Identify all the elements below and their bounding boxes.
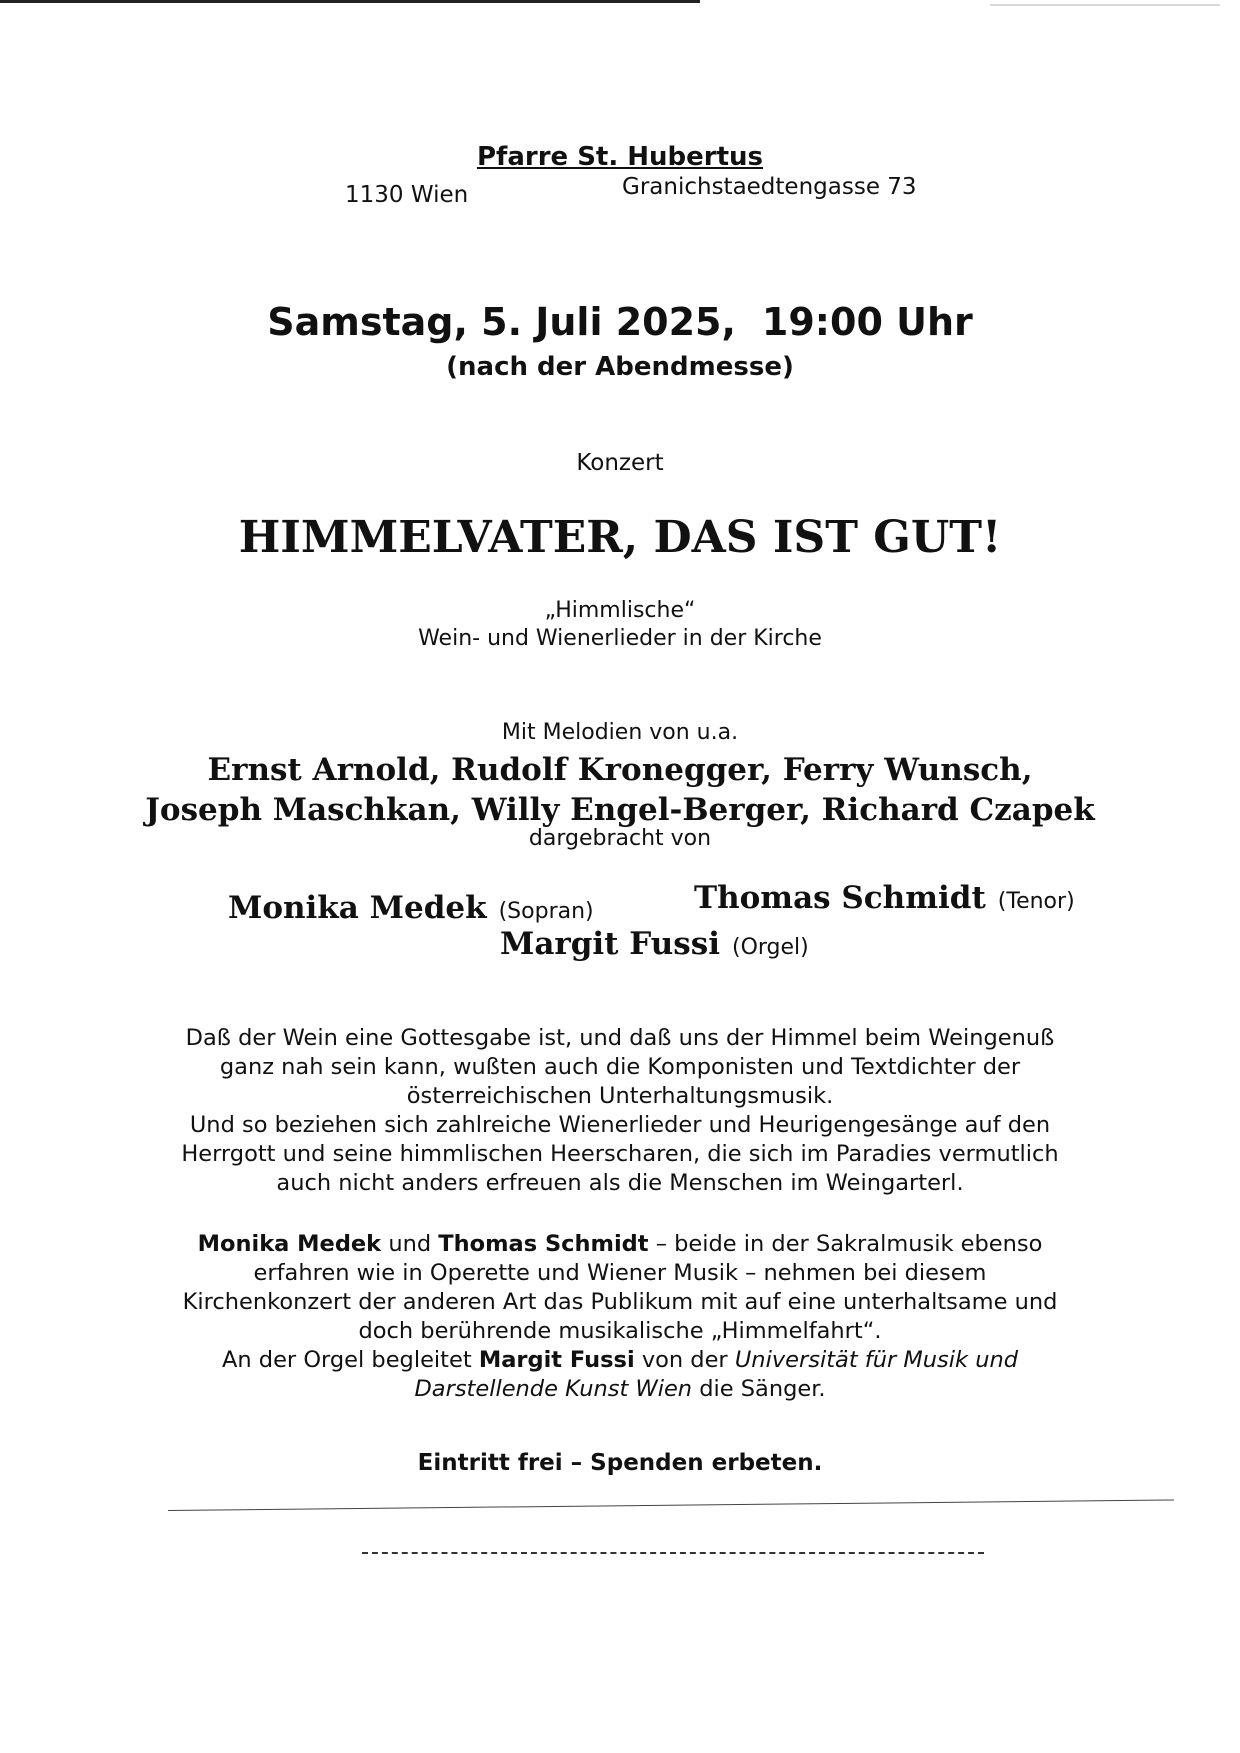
event-note: (nach der Abendmesse): [446, 352, 794, 382]
subtitle-quote: „Himmlische“: [544, 598, 696, 623]
text-line: österreichischen Unterhaltungsmusik.: [406, 1083, 834, 1109]
performer-role: (Orgel): [731, 935, 809, 960]
text-line: ganz nah sein kann, wußten auch die Komponisten und Textdichter der: [219, 1054, 1021, 1080]
event-date-time: [0, 300, 1240, 344]
singer-name: Monika Medek: [197, 1231, 382, 1257]
text-line: Herrgott und seine himmlischen Heerscharen, die sich im Paradies vermutlich: [181, 1141, 1059, 1167]
organist-name: Margit Fussi: [478, 1347, 635, 1373]
subtitle-description: Wein- und Wienerlieder in der Kirche: [418, 626, 822, 651]
text-line: Kirchenkonzert der anderen Art das Publikum mit auf eine unterhaltsame und: [182, 1289, 1058, 1315]
performer-name: Monika Medek: [228, 890, 487, 926]
scan-artifact: [990, 4, 1220, 6]
text-line: Und so beziehen sich zahlreiche Wienerlieder und Heurigengesänge auf den: [189, 1112, 1051, 1138]
composers-intro: Mit Melodien von u.a.: [501, 720, 739, 745]
event-label: Konzert: [576, 450, 664, 476]
text-line: doch berührende musikalische „Himmelfahrt“.: [358, 1318, 882, 1344]
text-line: Daß der Wein eine Gottesgabe ist, und daß uns der Himmel beim Weingenuß: [185, 1025, 1055, 1051]
performers-intro: dargebracht von: [528, 826, 712, 851]
performer-name: Thomas Schmidt: [694, 880, 986, 916]
event-date: Samstag, 5. Juli 2025,: [267, 300, 736, 344]
description-paragraph-1: [150, 1024, 1090, 1198]
text-line: auch nicht anders erfreuen als die Menschen im Weingarterl.: [276, 1170, 964, 1196]
performer-name: Margit Fussi: [500, 926, 720, 962]
performer-organ: [500, 926, 809, 962]
performer-tenor: [694, 880, 1075, 916]
divider-line: [168, 1499, 1174, 1511]
performer-soprano: [228, 890, 594, 926]
description-paragraph-2: [150, 1230, 1090, 1404]
performer-role: (Sopran): [498, 899, 594, 924]
text-line: An der Orgel begleitet Margit Fussi von der Universität für Musik und: [221, 1347, 1019, 1373]
parish-street: Granichstaedtengasse 73: [622, 174, 917, 200]
text-line: Monika Medek und Thomas Schmidt – beide in der Sakralmusik ebenso: [197, 1231, 1043, 1257]
composers-line-2: Joseph Maschkan, Willy Engel-Berger, Richard Czapek: [145, 792, 1095, 828]
university-name: Darstellende Kunst Wien: [414, 1376, 693, 1402]
singer-name: Thomas Schmidt: [438, 1231, 649, 1257]
concert-title: HIMMELVATER, DAS IST GUT!: [238, 512, 1002, 563]
text-line: erfahren wie in Operette und Wiener Musik – nehmen bei diesem: [253, 1260, 987, 1286]
text-line: Darstellende Kunst Wien die Sänger.: [414, 1376, 826, 1402]
composers-line-1: Ernst Arnold, Rudolf Kronegger, Ferry Wunsch,: [207, 752, 1033, 788]
university-name: Universität für Musik und: [734, 1347, 1019, 1373]
scan-edge-line: [0, 0, 700, 3]
dashed-divider: [362, 1552, 984, 1554]
parish-city: 1130 Wien: [345, 182, 469, 208]
admission-note: Eintritt frei – Spenden erbeten.: [417, 1450, 823, 1476]
event-time: 19:00 Uhr: [761, 300, 973, 344]
parish-name: Pfarre St. Hubertus: [476, 142, 764, 172]
performer-role: (Tenor): [997, 889, 1075, 914]
